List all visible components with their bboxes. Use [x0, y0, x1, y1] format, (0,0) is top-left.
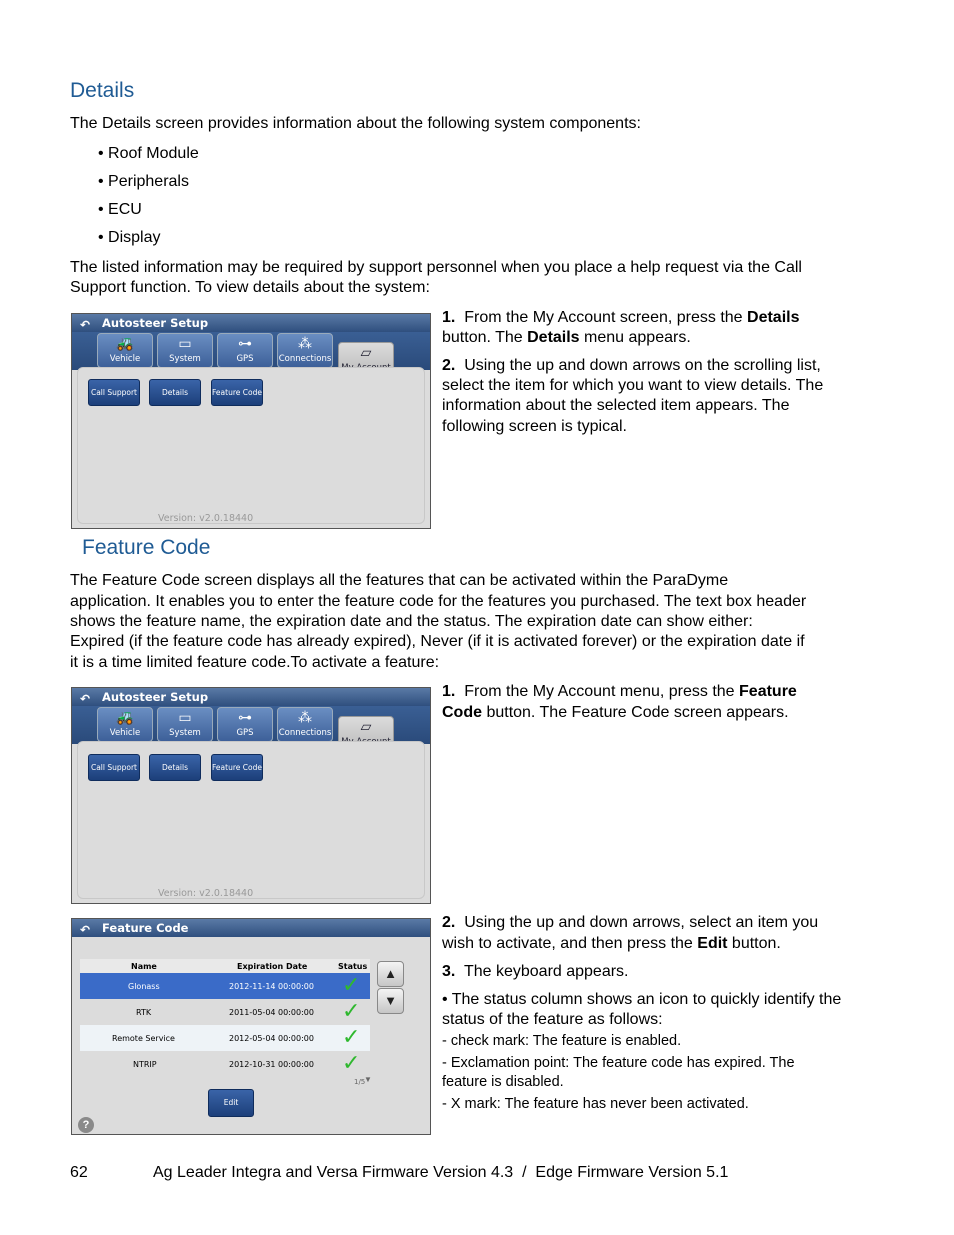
tab-vehicle[interactable]: 🚜 Vehicle: [97, 333, 153, 368]
feature-paragraph-line1: The Feature Code screen displays all the features that can be activated within the ParaDyme: [70, 572, 729, 589]
table-row[interactable]: RTK 2011-05-04 00:00:00 ✓: [136, 999, 361, 1024]
details-step1-line1: 1. From the My Account screen, press the Details: [442, 309, 800, 326]
tab-gps[interactable]: ⊶ GPS: [217, 707, 273, 742]
back-arrow-icon[interactable]: ↶: [80, 923, 91, 937]
tab-system[interactable]: ▭ System: [157, 707, 213, 742]
feature-step3: 3. The keyboard appears.: [442, 963, 629, 980]
bullet-peripherals: • Peripherals: [98, 173, 189, 190]
satellite-icon: ⊶: [238, 336, 252, 352]
bullet-ecu: • ECU: [98, 201, 142, 218]
version-label: Version: v2.0.18440: [158, 513, 254, 524]
call-support-button[interactable]: Call Support: [88, 754, 140, 781]
scroll-up-button[interactable]: ▲: [377, 961, 404, 987]
feature-step1-line2: Code button. The Feature Code screen appears.: [442, 704, 789, 721]
satellite-icon: ⊶: [238, 710, 252, 726]
status-check-mark-note: - check mark: The feature is enabled.: [442, 1033, 682, 1049]
table-row[interactable]: Remote Service 2012-05-04 00:00:00 ✓: [80, 1025, 370, 1051]
feature-code-screenshot: [71, 918, 431, 1135]
table-row[interactable]: NTRIP 2012-10-31 00:00:00 ✓: [133, 1051, 361, 1076]
tractor-icon: 🚜: [116, 336, 134, 352]
tab-vehicle[interactable]: 🚜 Vehicle: [97, 707, 153, 742]
column-header-status: Status: [338, 962, 368, 971]
connections-icon: ⁂: [298, 710, 312, 726]
version-label: Version: v2.0.18440: [158, 888, 254, 899]
call-support-button[interactable]: Call Support: [88, 379, 140, 406]
details-step1-line2: button. The Details menu appears.: [442, 329, 691, 346]
table-row[interactable]: Glonass 2012-11-14 00:00:00 ✓: [80, 973, 370, 999]
feature-step1-line1: 1. From the My Account menu, press the Feature: [442, 683, 797, 700]
status-exclamation-note-line2: feature is disabled.: [442, 1074, 564, 1090]
bullet-display: • Display: [98, 229, 161, 246]
feature-code-title-bar: [72, 919, 430, 937]
autosteer-setup-screenshot-1: [71, 313, 431, 529]
tab-connections[interactable]: ⁂ Connections: [277, 707, 333, 742]
scroll-down-button[interactable]: ▼: [377, 988, 404, 1014]
bullet-roof-module: • Roof Module: [98, 145, 199, 162]
scroll-down-indicator-icon: ▼: [364, 1075, 372, 1084]
tab-bar: [72, 706, 430, 744]
tab-gps[interactable]: ⊶ GPS: [217, 333, 273, 368]
feature-paragraph-line2: application. It enables you to enter the feature code for the features you purchased. The text box header: [70, 593, 807, 610]
folder-icon: ▱: [360, 719, 372, 735]
details-step2-line3: information about the selected item appears. The: [442, 397, 790, 414]
feature-step2-line2: wish to activate, and then press the Edit button.: [442, 935, 781, 952]
monitor-icon: ▭: [178, 710, 192, 726]
check-mark-icon: ✓: [342, 999, 361, 1024]
screen-title-bar: [72, 314, 430, 332]
tab-connections[interactable]: ⁂ Connections: [277, 333, 333, 368]
details-button[interactable]: Details: [149, 379, 201, 406]
autosteer-setup-screenshot-2: [71, 687, 431, 904]
tab-bar: [72, 332, 430, 370]
details-intro: The Details screen provides information about the following system components:: [70, 115, 641, 132]
back-arrow-icon[interactable]: ↶: [80, 318, 91, 332]
check-mark-icon: ✓: [342, 1025, 361, 1050]
edit-button[interactable]: Edit: [208, 1089, 254, 1117]
status-x-mark-note: - X mark: The feature has never been activated.: [442, 1096, 749, 1112]
page-number: 62: [70, 1164, 88, 1181]
table-header-row: [80, 959, 370, 973]
details-step2-line4: following screen is typical.: [442, 418, 627, 435]
screen-title: Autosteer Setup: [102, 690, 209, 704]
status-note-line2: status of the feature as follows:: [442, 1011, 663, 1028]
details-heading: Details: [70, 79, 135, 102]
status-note-line1: • The status column shows an icon to quickly identify the: [442, 991, 842, 1008]
details-paragraph-line2: Support function. To view details about the system:: [70, 279, 430, 296]
details-step2-line2: select the item for which you want to view details. The: [442, 377, 824, 394]
tab-system[interactable]: ▭ System: [157, 333, 213, 368]
footer-text: Ag Leader Integra and Versa Firmware Version 4.3 / Edge Firmware Version 5.1: [153, 1164, 729, 1181]
column-header-expiration-date: Expiration Date: [237, 962, 308, 971]
feature-paragraph-line4: Expired (if the feature code has already expired), Never (if it is activated forever) or the expiration date if: [70, 633, 805, 650]
page-indicator: 1/5: [354, 1078, 366, 1086]
screen-title: Autosteer Setup: [102, 316, 209, 330]
monitor-icon: ▭: [178, 336, 192, 352]
tractor-icon: 🚜: [116, 710, 134, 726]
feature-paragraph-line3: shows the feature name, the expiration date and the status. The expiration date can show either:: [70, 613, 753, 630]
connections-icon: ⁂: [298, 336, 312, 352]
feature-code-heading: Feature Code: [82, 536, 211, 559]
feature-code-button[interactable]: Feature Code: [211, 754, 263, 781]
check-mark-icon: ✓: [342, 973, 361, 998]
feature-paragraph-line5: it is a time limited feature code.To activate a feature:: [70, 654, 440, 671]
help-icon[interactable]: ?: [78, 1117, 94, 1133]
back-arrow-icon[interactable]: ↶: [80, 692, 91, 706]
column-header-name: Name: [131, 962, 157, 971]
feature-step2-line1: 2. Using the up and down arrows, select an item you: [442, 914, 819, 931]
details-button[interactable]: Details: [149, 754, 201, 781]
status-exclamation-note-line1: - Exclamation point: The feature code has expired. The: [442, 1055, 795, 1071]
details-paragraph-line1: The listed information may be required by support personnel when you place a help request via the Call: [70, 259, 802, 276]
check-mark-icon: ✓: [342, 1051, 361, 1076]
screen-title-bar: [72, 688, 430, 706]
details-step2-line1: 2. Using the up and down arrows on the scrolling list,: [442, 357, 821, 374]
feature-code-title: Feature Code: [102, 921, 189, 935]
feature-code-button[interactable]: Feature Code: [211, 379, 263, 406]
folder-icon: ▱: [360, 345, 372, 361]
